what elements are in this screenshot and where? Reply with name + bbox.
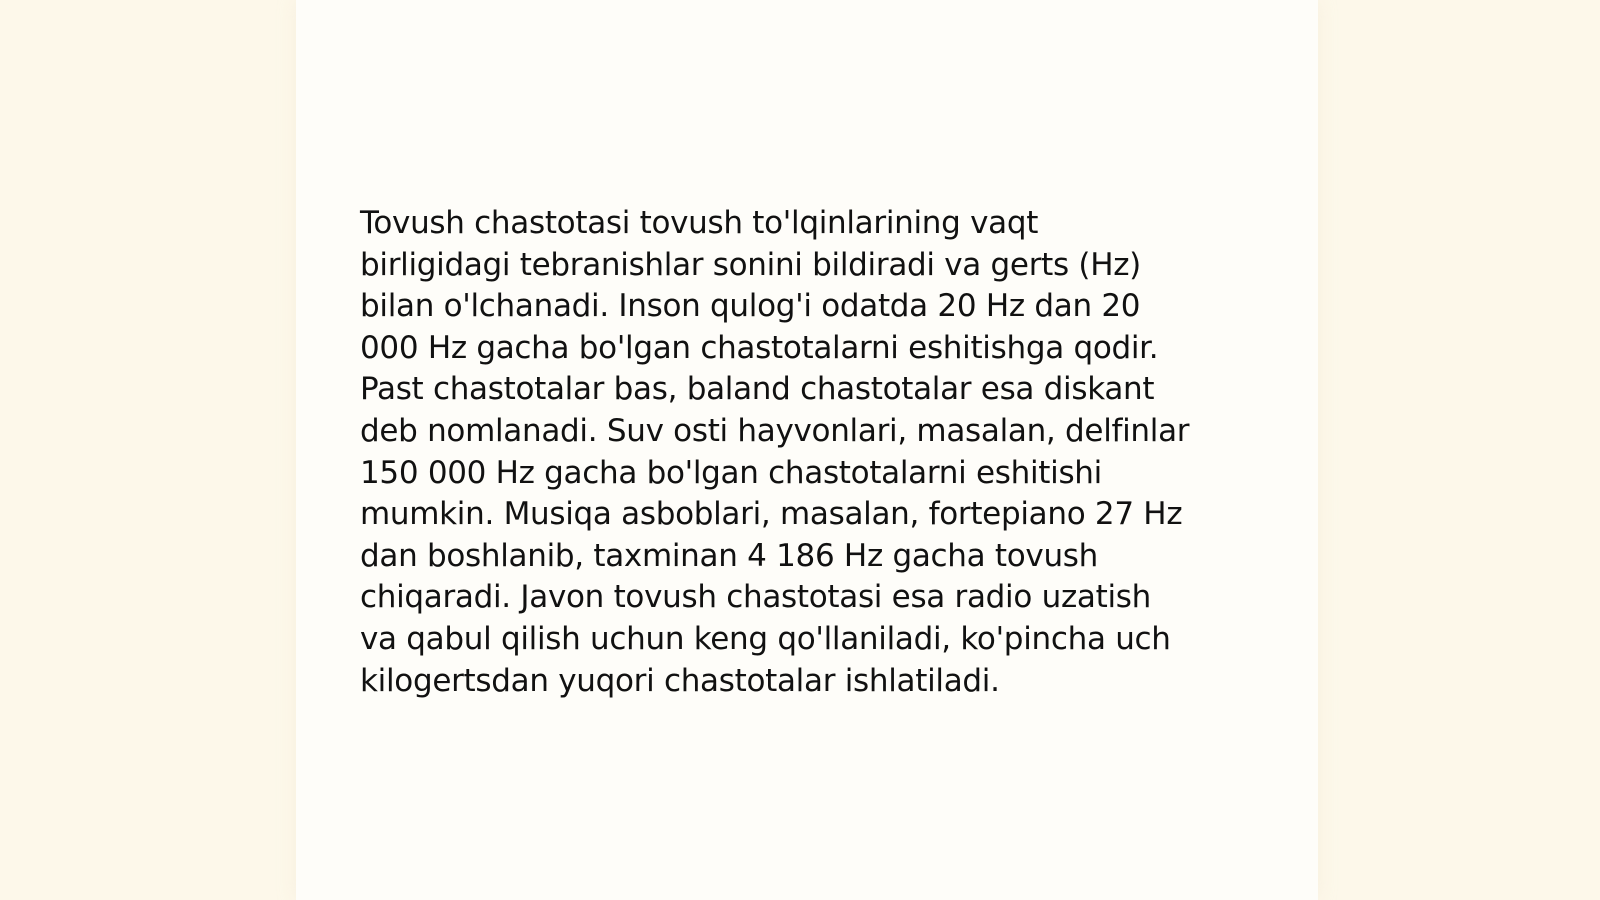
paragraph-line-1: Tovush chastotasi tovush to'lqinlarining vaqt <box>360 205 1039 241</box>
paragraph-line-10: chiqaradi. Javon tovush chastotasi esa radio uzatish <box>360 579 1151 616</box>
paragraph-line-6: deb nomlanadi. Suv osti hayvonlari, masalan, delfinlar <box>360 412 1190 449</box>
paragraph-line-9: dan boshlanib, taxminan 4 186 Hz gacha tovush <box>360 537 1098 574</box>
paragraph-line-7: 150 000 Hz gacha bo'lgan chastotalarni eshitishi <box>360 454 1102 491</box>
paragraph-line-4: 000 Hz gacha bo'lgan chastotalarni eshitishga qodir. <box>360 329 1159 366</box>
document-page <box>296 0 1318 900</box>
document-paragraph <box>360 203 1250 702</box>
paragraph-line-2: birligidagi tebranishlar sonini bildiradi va gerts (Hz) <box>360 246 1141 283</box>
paragraph-line-3: bilan o'lchanadi. Inson qulog'i odatda 20 Hz dan 20 <box>360 288 1141 325</box>
paragraph-line-8: mumkin. Musiqa asboblari, masalan, fortepiano 27 Hz <box>360 496 1183 533</box>
paragraph-line-5: Past chastotalar bas, baland chastotalar esa diskant <box>360 371 1155 408</box>
paragraph-line-11: va qabul qilish uchun keng qo'llaniladi, ko'pincha uch <box>360 620 1171 657</box>
paragraph-line-12: kilogertsdan yuqori chastotalar ishlatiladi. <box>360 662 1000 699</box>
